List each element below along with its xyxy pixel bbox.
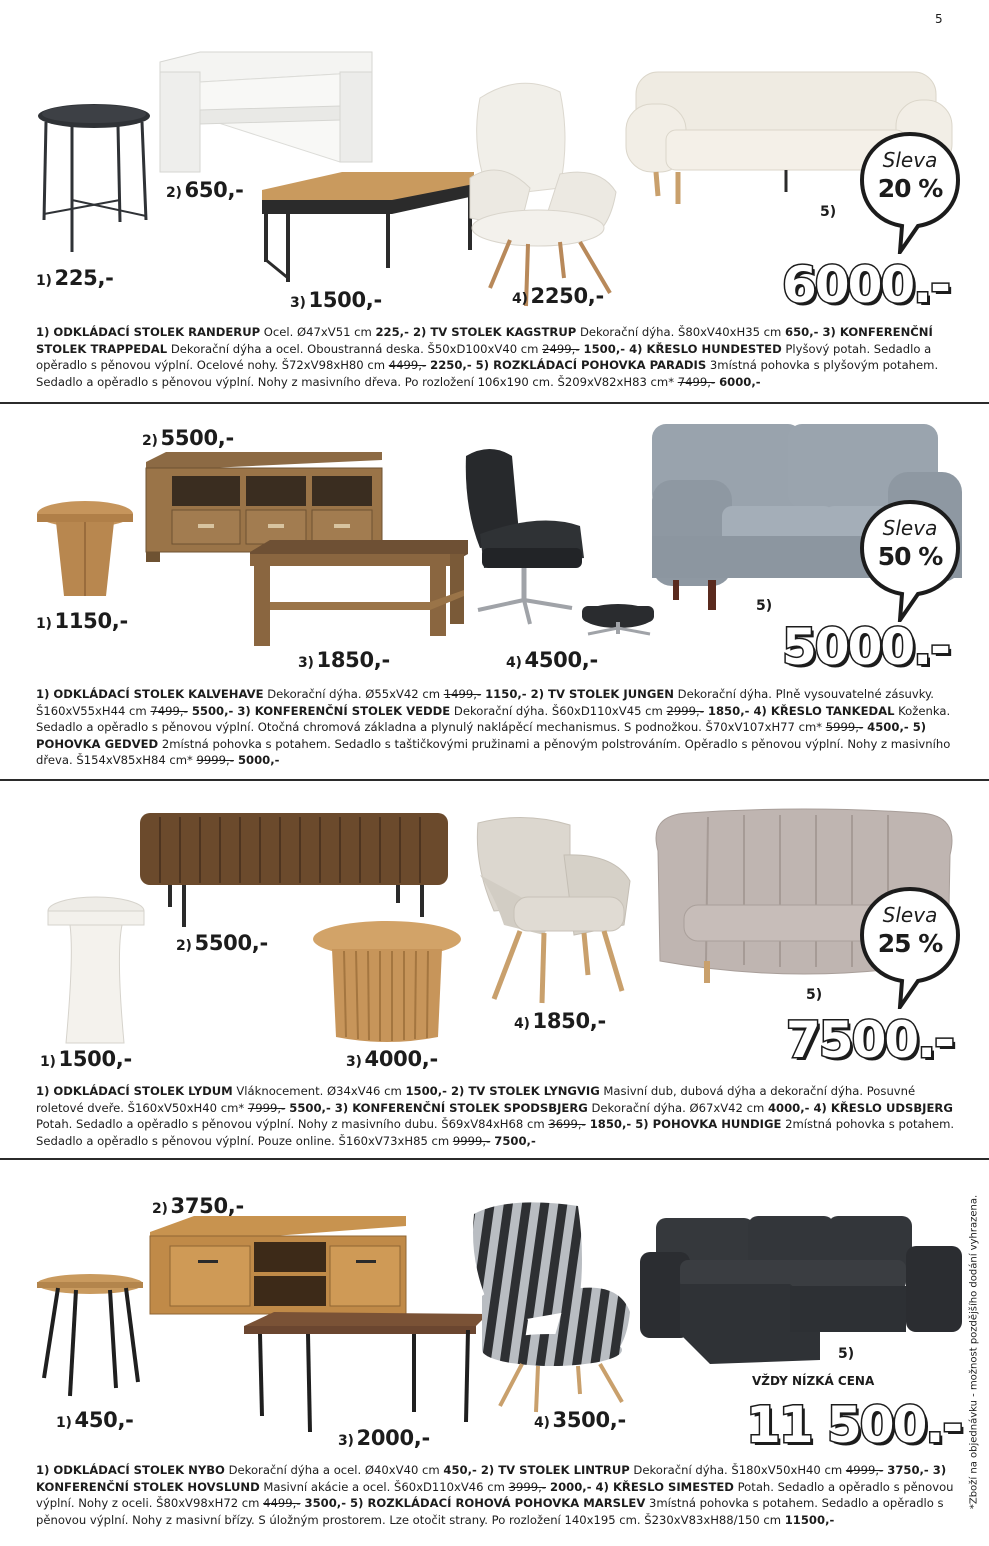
item-5-number: 5) — [820, 204, 837, 220]
discount-label: Sleva — [882, 903, 938, 927]
item-number: 2) — [176, 938, 192, 954]
old-price: 7999,- — [247, 1100, 286, 1115]
desc-text: 3místná pohovka s plyšovým potahem. Sedadlo a opěradlo s pěnovou výplní. Nohy z masivního dřeva. Po rozložení 106x190 cm. Š209xV82xH83 cm* — [36, 358, 939, 389]
old-price: 9999,- — [452, 1133, 491, 1148]
big-price: 6000.- — [782, 256, 949, 314]
old-price: 4999,- — [845, 1463, 884, 1477]
desc-text: 2místná pohovka s potahem. Sedadlo s taštičkovými pružinami a pěnovým polstrováním. Opěradlo s pěnovou výplní. Nohy z masivního dřeva. Š154xV85xH84 cm* — [36, 736, 951, 767]
price-item-2 — [142, 426, 234, 450]
bold-text: 1) ODKLÁDACÍ STOLEK KALVEHAVE — [36, 687, 264, 701]
price-item-3 — [338, 1426, 430, 1450]
item-number: 4) — [534, 1415, 550, 1431]
price-item-4 — [512, 284, 604, 308]
old-price: 4499,- — [388, 358, 427, 372]
desc-text: Dekorační dýha a ocel. Ø40xV40 cm — [224, 1463, 444, 1477]
bold-text: 3750,- 3) KONFERENČNÍ STOLEK HOVSLUND — [36, 1463, 947, 1494]
side-note-text: *Zboží na objednávku - možnost pozdějšího dodání vyhrazena. — [968, 1194, 980, 1510]
product-description-4 — [36, 1462, 966, 1528]
price-item-3 — [346, 1047, 438, 1071]
desc-text: Ocel. Ø47xV51 cm — [260, 325, 376, 339]
desc-text: 2místná pohovka s potahem. Sedadlo a opěradlo s pěnovou výplní. Pouze online. Š160xV73xH85 cm — [36, 1117, 955, 1148]
discount-percent: 50 % — [877, 542, 943, 571]
item-number: 1) — [56, 1415, 72, 1431]
price-item-3 — [290, 288, 382, 312]
price-value: 650,- — [184, 178, 244, 202]
discount-percent: 20 % — [877, 174, 943, 203]
old-price: 7499,- — [677, 374, 716, 389]
bold-text: 1150,- 2) TV STOLEK JUNGEN — [481, 687, 674, 701]
desc-text: Dekorační dýha. Š60xD110xV45 cm — [450, 703, 667, 718]
desc-text: Dekorační dýha. Plně vysouvatelné zásuvky. Š160xV55xH44 cm — [36, 687, 934, 718]
bold-text: 225,- 2) TV STOLEK KAGSTRUP — [375, 325, 577, 339]
price-value: 1850,- — [316, 648, 390, 672]
item-number: 2) — [152, 1201, 168, 1217]
desc-text: Masivní akácie a ocel. Š60xD110xV46 cm — [259, 1479, 509, 1494]
tv-table-lyngvig-image — [140, 813, 448, 927]
price-value: 3500,- — [552, 1408, 626, 1432]
price-value: 1500,- — [58, 1047, 132, 1071]
discount-percent: 25 % — [877, 929, 943, 958]
armchair-hundested-image — [460, 78, 620, 306]
armchair-tankedal-image — [460, 448, 660, 634]
product-description-2 — [36, 686, 966, 769]
big-price: 7500.- — [786, 1011, 953, 1069]
discount-label: Sleva — [882, 148, 938, 172]
tv-table-kagstrup-image — [160, 52, 372, 172]
price-value: 3750,- — [170, 1194, 244, 1218]
side-table-randerup-image — [36, 102, 152, 252]
price-item-4 — [534, 1408, 626, 1432]
bold-text: 5500,- 3) KONFERENČNÍ STOLEK SPODSBJERG — [285, 1100, 588, 1115]
bold-text: 650,- 3) KONFERENČNÍ STOLEK TRAPPEDAL — [36, 325, 933, 356]
corner-sofa-marslev-image — [640, 1214, 964, 1364]
desc-text: Dekorační dýha a ocel. Oboustranná deska. Š50xD100xV40 cm — [167, 341, 543, 356]
coffee-table-vedde-image — [250, 540, 468, 646]
item-5-number: 5) — [838, 1346, 855, 1362]
item-number: 1) — [36, 616, 52, 632]
bold-text: 1) ODKLÁDACÍ STOLEK NYBO — [36, 1463, 225, 1477]
coffee-table-spodsbjerg-image — [312, 919, 462, 1043]
desc-text: Potah. Sedadlo a opěradlo s pěnovou výplní. Nohy z masivního dubu. Š69xV84xH68 cm — [36, 1117, 549, 1131]
always-low-price-label: VŽDY NÍZKÁ CENA — [752, 1374, 875, 1388]
item-number: 4) — [512, 291, 528, 307]
price-value: 1850,- — [532, 1009, 606, 1033]
old-price: 2499,- — [542, 341, 580, 356]
offer-section-2 — [0, 404, 989, 779]
bold-text: 2250,- 5) ROZKLÁDACÍ POHOVKA PARADIS — [426, 358, 707, 372]
price-item-2 — [166, 178, 244, 202]
discount-badge — [862, 130, 958, 250]
desc-text: Dekorační dýha. Š180xV50xH40 cm — [629, 1463, 846, 1477]
coffee-table-hovslund-image — [244, 1312, 488, 1432]
bold-text: 1) ODKLÁDACÍ STOLEK LYDUM — [36, 1084, 233, 1098]
discount-badge — [862, 498, 958, 618]
tv-table-lintrup-image — [150, 1216, 406, 1314]
offer-section-3 — [0, 781, 989, 1158]
desc-text: Plyšový potah. Sedadlo a opěradlo s pěnovou výplní. Ocelové nohy. Š72xV98xH80 cm — [36, 341, 932, 372]
offer-section-4 — [0, 1160, 989, 1546]
desc-text: Potah. Sedadlo a opěradlo s pěnovou výplní. Nohy z oceli. Š80xV98xH72 cm — [36, 1479, 954, 1510]
side-table-lydum-image — [46, 895, 146, 1043]
price-item-1 — [40, 1047, 132, 1071]
item-number: 3) — [298, 655, 314, 671]
bold-text: 5000,- — [233, 753, 280, 767]
old-price: 5999,- — [825, 720, 864, 734]
price-item-3 — [298, 648, 390, 672]
bold-text: 6000,- — [715, 374, 761, 389]
item-number: 1) — [40, 1054, 56, 1070]
price-value: 2250,- — [530, 284, 604, 308]
item-number: 1) — [36, 273, 52, 289]
bold-text: 4000,- 4) KŘESLO UDSBJERG — [767, 1100, 953, 1115]
bold-text: 1850,- 4) KŘESLO TANKEDAL — [703, 703, 895, 718]
item-number: 3) — [338, 1433, 354, 1449]
old-price: 2999,- — [666, 703, 704, 718]
price-value: 4500,- — [524, 648, 598, 672]
side-table-nybo-image — [36, 1272, 144, 1396]
item-number: 2) — [142, 433, 158, 449]
price-item-4 — [514, 1009, 606, 1033]
big-price: 5000.- — [782, 618, 949, 676]
big-price: 11 500.- — [746, 1396, 962, 1454]
price-item-2 — [176, 931, 268, 955]
price-value: 1150,- — [54, 609, 128, 633]
side-table-kalvehave-image — [36, 500, 134, 600]
bold-text: 1) ODKLÁDACÍ STOLEK RANDERUP — [36, 325, 261, 339]
old-price: 3699,- — [548, 1117, 586, 1131]
price-value: 225,- — [54, 266, 114, 290]
product-description-1 — [36, 324, 966, 390]
price-item-1 — [56, 1408, 134, 1432]
item-5-number: 5) — [756, 598, 773, 614]
page-number: 5 — [935, 12, 943, 26]
price-value: 2000,- — [356, 1426, 430, 1450]
item-number: 4) — [514, 1016, 530, 1032]
item-number: 2) — [166, 185, 182, 201]
old-price: 4499,- — [263, 1496, 301, 1510]
price-value: 4000,- — [364, 1047, 438, 1071]
price-value: 5500,- — [194, 931, 268, 955]
old-price: 7499,- — [150, 703, 188, 718]
discount-badge — [862, 885, 958, 1005]
desc-text: Dekorační dýha. Ø67xV42 cm — [587, 1100, 768, 1115]
product-description-3 — [36, 1083, 966, 1149]
offer-section-1 — [0, 40, 989, 402]
price-value: 1500,- — [308, 288, 382, 312]
old-price: 9999,- — [196, 753, 234, 767]
price-item-2 — [152, 1194, 244, 1218]
price-value: 450,- — [74, 1408, 134, 1432]
item-number: 3) — [346, 1054, 362, 1070]
bold-text: 5500,- 3) KONFERENČNÍ STOLEK VEDDE — [187, 703, 451, 718]
bold-text: 7500,- — [490, 1133, 536, 1148]
item-number: 3) — [290, 295, 306, 311]
side-note — [962, 1182, 986, 1522]
bold-text: 2000,- 4) KŘESLO SIMESTED — [545, 1479, 734, 1494]
old-price: 3999,- — [508, 1479, 546, 1494]
price-item-1 — [36, 609, 128, 633]
armchair-udsbjerg-image — [474, 815, 634, 1003]
item-number: 4) — [506, 655, 522, 671]
price-item-4 — [506, 648, 598, 672]
bold-text: 4500,- 5) POHOVKA GEDVED — [36, 720, 927, 751]
desc-text: Masivní dub, dubová dýha a dekorační dýha. Posuvné roletové dveře. Š160xV50xH40 cm* — [36, 1084, 916, 1115]
bold-text: 450,- 2) TV STOLEK LINTRUP — [443, 1463, 630, 1477]
desc-text: 3místná pohovka s potahem. Sedadlo a opěradlo s pěnovou výplní. Nohy z masivní břízy. S úložným prostorem. Lze otočit strany. Po rozložení 140x195 cm. Š230xV83xH88/150 cm — [36, 1496, 944, 1527]
desc-text: Vláknocement. Ø34xV46 cm — [232, 1084, 406, 1098]
item-5-number: 5) — [806, 987, 823, 1003]
armchair-simested-image — [468, 1200, 632, 1412]
price-item-1 — [36, 266, 114, 290]
bold-text: 1850,- 5) POHOVKA HUNDIGE — [585, 1117, 782, 1131]
discount-label: Sleva — [882, 516, 938, 540]
desc-text: Dekorační dýha. Š80xV40xH35 cm — [576, 325, 785, 339]
desc-text: Koženka. Sedadlo a opěradlo s pěnovou výplní. Otočná chromová základna a plynulý naklápěcí mechanismus. S podnožkou. Š70xV107xH77 cm* — [36, 703, 951, 734]
old-price: 1499,- — [443, 687, 482, 701]
bold-text: 1500,- 2) TV STOLEK LYNGVIG — [405, 1084, 600, 1098]
coffee-table-trappedal-image — [262, 170, 476, 282]
bold-text: 11500,- — [784, 1512, 835, 1527]
desc-text: Dekorační dýha. Ø55xV42 cm — [263, 687, 444, 701]
bold-text: 1500,- 4) KŘESLO HUNDESTED — [579, 341, 782, 356]
bold-text: 3500,- 5) ROZKLÁDACÍ ROHOVÁ POHOVKA MARSLEV — [300, 1496, 646, 1510]
price-value: 5500,- — [160, 426, 234, 450]
